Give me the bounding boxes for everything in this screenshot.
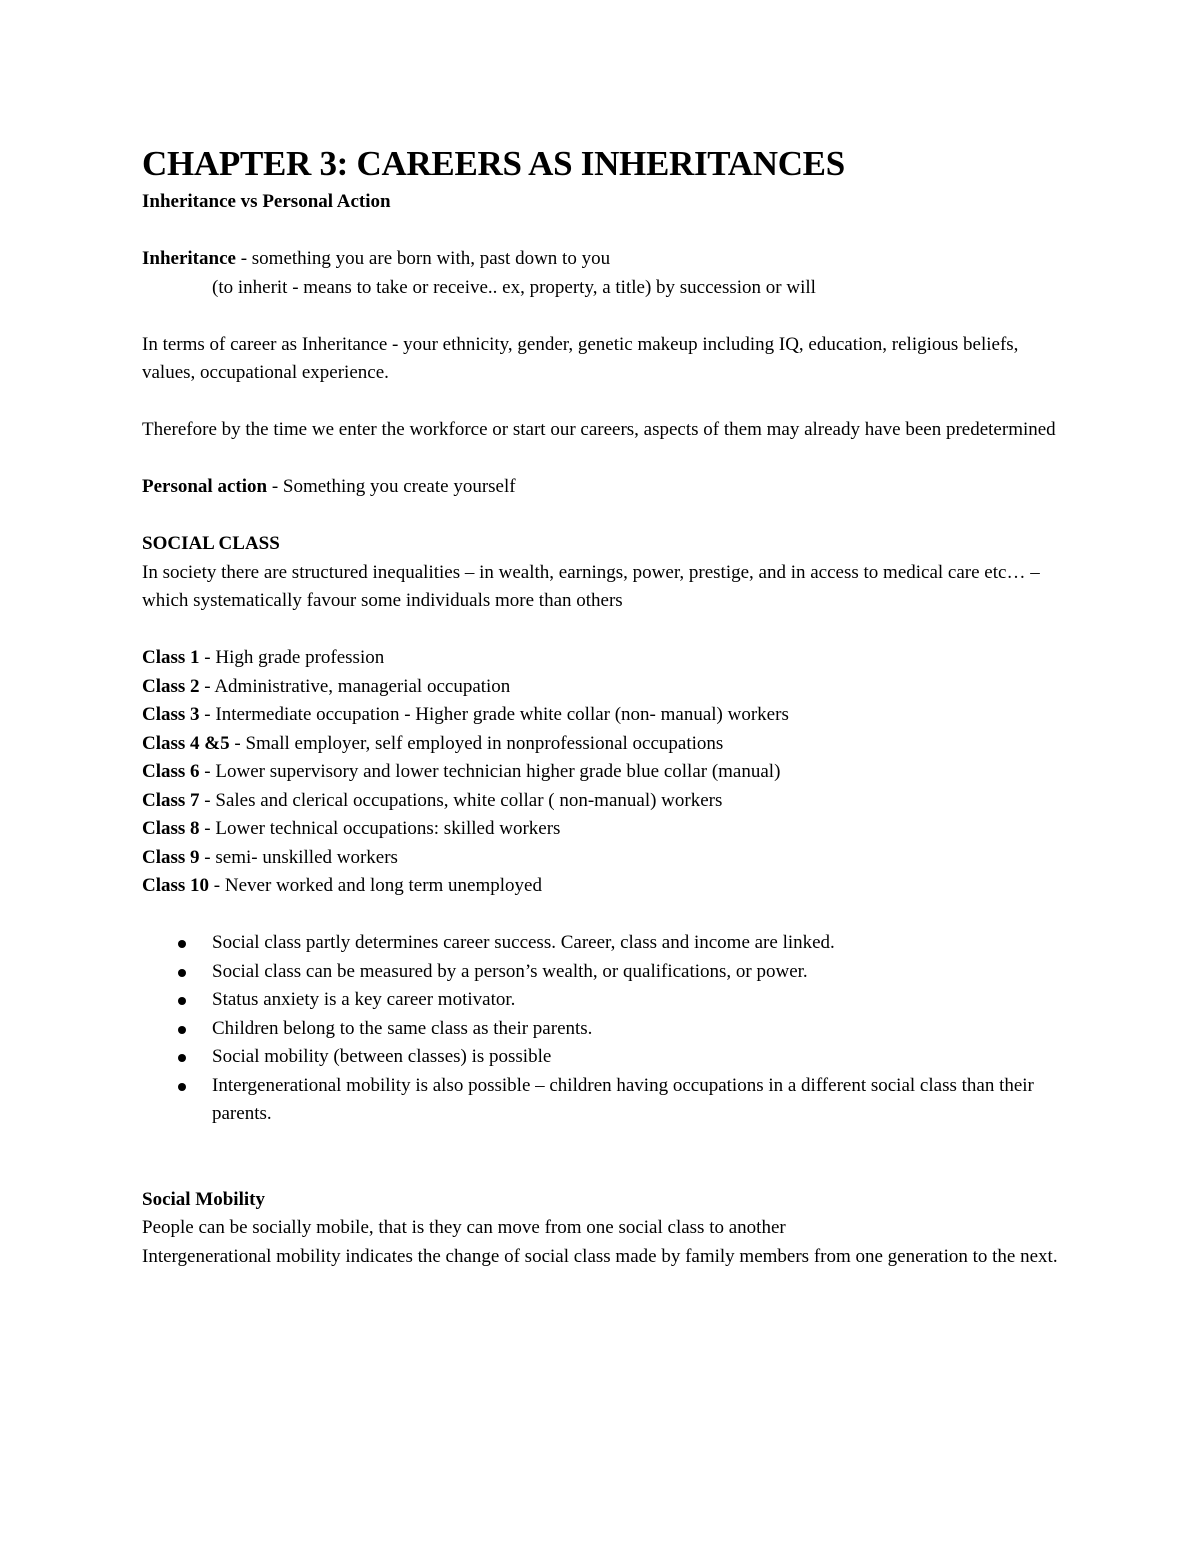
- bullet-text: Intergenerational mobility is also possible – children having occupations in a different social class than their parents.: [212, 1074, 1034, 1124]
- class-description: - Never worked and long term unemployed: [209, 875, 542, 896]
- class-description: - Small employer, self employed in nonprofessional occupations: [229, 732, 724, 754]
- bullet-dot-icon: [178, 969, 186, 977]
- class-description: - Lower supervisory and lower technician higher grade blue collar (manual): [199, 761, 781, 782]
- personal-action-definition: [142, 473, 1072, 502]
- class-description: - Administrative, managerial occupation: [199, 675, 511, 697]
- personal-action-definition-text: - Something you create yourself: [267, 476, 516, 497]
- bullet-text: Social mobility (between classes) is possible: [212, 1046, 552, 1067]
- class-item: [142, 758, 1072, 787]
- chapter-title: CHAPTER 3: CAREERS AS INHERITANCES: [142, 144, 845, 183]
- section-subtitle: Inheritance vs Personal Action: [142, 191, 391, 212]
- class-item: [142, 787, 1072, 816]
- bullet-dot-icon: [178, 940, 186, 948]
- class-label: Class 9: [142, 846, 200, 868]
- class-label: Class 3: [142, 704, 200, 725]
- bullet-item: [142, 929, 1072, 958]
- bullet-item: [142, 958, 1072, 987]
- social-mobility-line-1: People can be socially mobile, that is they can move from one social class to another: [142, 1217, 786, 1238]
- class-item: [142, 844, 1072, 873]
- bullet-text: Status anxiety is a key career motivator.: [212, 989, 516, 1010]
- bullet-list: [142, 929, 1072, 1129]
- class-description: - Intermediate occupation - Higher grade white collar (non- manual) workers: [199, 704, 789, 725]
- class-description: - Lower technical occupations: skilled workers: [199, 818, 561, 839]
- bullet-item: [142, 1072, 1072, 1129]
- document-body: [142, 142, 1072, 1271]
- class-item: [142, 673, 1072, 702]
- class-description: - Sales and clerical occupations, white collar ( non-manual) workers: [199, 789, 723, 811]
- inheritance-term: Inheritance: [142, 248, 236, 269]
- social-mobility-line-2: Intergenerational mobility indicates the change of social class made by family members from one generation to the next.: [142, 1245, 1058, 1267]
- class-description: - semi- unskilled workers: [199, 846, 398, 868]
- class-label: Class 2: [142, 675, 200, 697]
- class-label: Class 1: [142, 647, 200, 668]
- bullet-dot-icon: [178, 997, 186, 1005]
- class-label: Class 7: [142, 789, 200, 811]
- class-list: [142, 644, 1072, 901]
- social-class-paragraph: In society there are structured inequalities – in wealth, earnings, power, prestige, and in access to medical care etc… – which systematically favour some individuals more than others: [142, 561, 1040, 611]
- inheritance-definition: [142, 245, 1072, 274]
- bullet-dot-icon: [178, 1054, 186, 1062]
- class-item: [142, 701, 1072, 730]
- inheritance-definition-text: - something you are born with, past down to you: [235, 248, 611, 269]
- career-terms-paragraph: In terms of career as Inheritance - your ethnicity, gender, genetic makeup including IQ, education, religious beliefs, values, occupational experience.: [142, 333, 1019, 383]
- bullet-text: Social class can be measured by a person’s wealth, or qualifications, or power.: [212, 960, 808, 982]
- bullet-dot-icon: [178, 1026, 186, 1034]
- class-label: Class 10: [142, 875, 210, 896]
- social-mobility-heading: Social Mobility: [142, 1188, 265, 1210]
- class-item: [142, 872, 1072, 901]
- class-label: Class 4 &5: [142, 732, 230, 754]
- class-label: Class 6: [142, 761, 200, 782]
- class-label: Class 8: [142, 818, 200, 839]
- bullet-text: Social class partly determines career success. Career, class and income are linked.: [212, 932, 835, 953]
- bullet-item: [142, 1015, 1072, 1044]
- class-item: [142, 644, 1072, 673]
- bullet-item: [142, 1043, 1072, 1072]
- bullet-dot-icon: [178, 1083, 186, 1091]
- personal-action-term: Personal action: [142, 476, 268, 497]
- class-item: [142, 815, 1072, 844]
- bullet-item: [142, 986, 1072, 1015]
- social-class-heading: SOCIAL CLASS: [142, 533, 280, 554]
- inheritance-note: (to inherit - means to take or receive.. ex, property, a title) by succession or will: [212, 276, 816, 298]
- class-item: [142, 730, 1072, 759]
- therefore-paragraph: Therefore by the time we enter the workforce or start our careers, aspects of them may already have been predetermined: [142, 419, 1056, 440]
- bullet-text: Children belong to the same class as their parents.: [212, 1017, 593, 1039]
- class-description: - High grade profession: [199, 647, 385, 668]
